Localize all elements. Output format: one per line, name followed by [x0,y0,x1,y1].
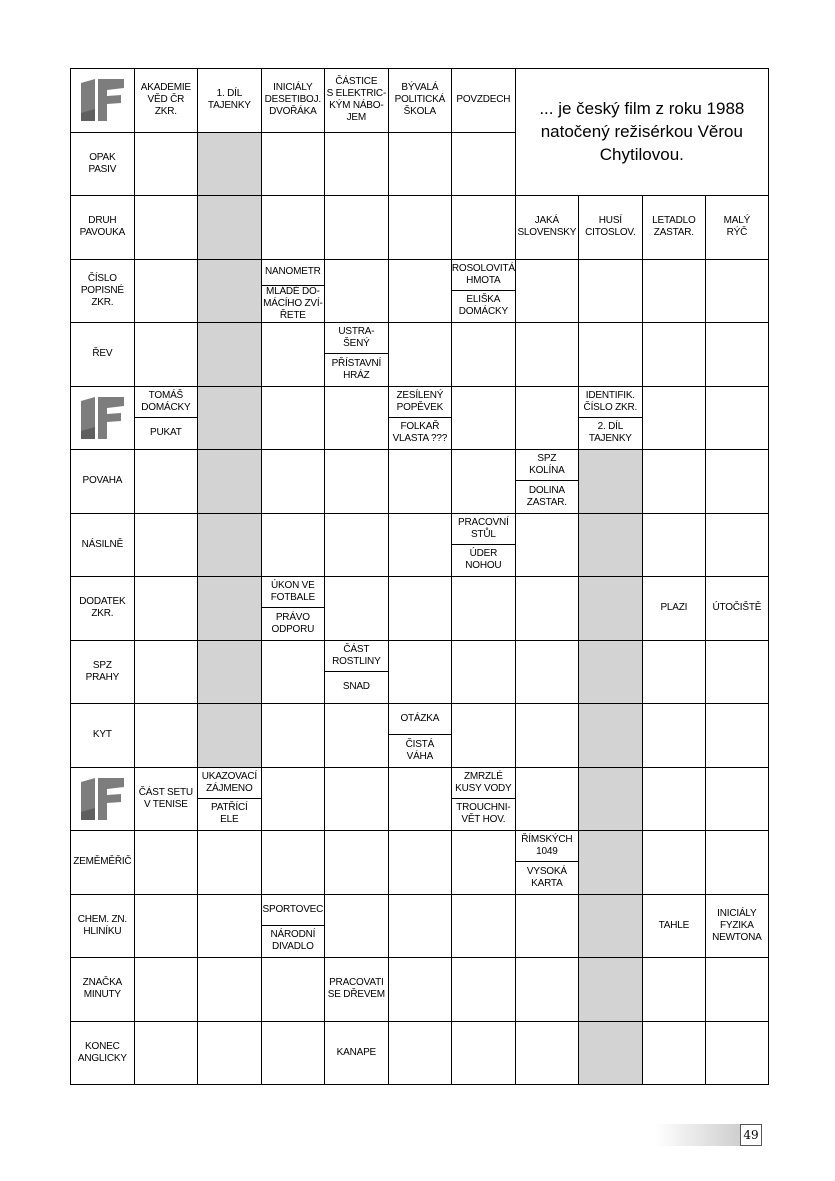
answer-cell[interactable] [451,830,516,895]
answer-cell[interactable] [388,259,452,323]
answer-cell[interactable] [134,894,198,958]
row-clue [70,259,135,323]
clue-text: KONEC ANGLICKY [77,1040,127,1064]
answer-cell[interactable] [388,640,452,704]
clue-top: SPZ KOLÍNA [516,450,578,481]
clue-top: ČÁST ROSTLINY [325,641,388,672]
answer-cell[interactable] [705,830,769,895]
answer-cell[interactable] [134,132,198,196]
grid-cell [261,576,325,641]
answer-cell[interactable] [261,703,325,768]
clue-bottom: MLÁDĚ DO- MÁCÍHO ZVÍ- ŘETE [263,285,323,321]
answer-cell[interactable] [515,259,579,323]
clue-top: USTRA- ŠENÝ [325,323,388,354]
clue-text: INICIÁLY FYZIKA NEWTONA [712,907,762,943]
answer-cell[interactable] [388,576,452,641]
clue-text: BÝVALÁ POLITICKÁ ŠKOLA [394,82,446,118]
clue-bottom: FOLKAŘ VLASTA ??? [392,421,448,445]
grid-cell [451,259,516,323]
clue-text: ČÍSLO POPISNÉ ZKR. [80,272,124,308]
grid-cell [388,703,452,768]
clue-top: UKAZOVACÍ ZÁJMENO [198,768,261,799]
logo-lf-icon [77,393,127,443]
answer-cell[interactable] [705,449,769,514]
clue-text: NÁSILNĚ [81,538,124,550]
title-box [515,68,769,196]
answer-cell[interactable] [324,830,389,895]
clue-text: ÚTOČIŠTĚ [712,602,762,614]
answer-cell[interactable] [388,830,452,895]
clue-bottom: PŘÍSTAVNÍ HRÁZ [331,358,382,382]
answer-cell[interactable] [324,449,389,514]
answer-cell[interactable] [642,322,706,387]
shaded-cell [197,513,262,577]
clue-bottom: NÁRODNÍ DIVADLO [270,929,316,953]
answer-cell[interactable] [261,830,325,895]
answer-cell[interactable] [705,322,769,387]
column-clue [388,68,452,133]
answer-cell[interactable] [261,957,325,1022]
clue-text: CHEM. ZN. HLINÍKU [77,913,127,937]
answer-cell[interactable] [451,703,516,768]
answer-cell[interactable] [642,1021,706,1085]
answer-cell[interactable] [451,894,516,958]
answer-cell[interactable] [705,513,769,577]
answer-cell[interactable] [642,259,706,323]
answer-cell[interactable] [197,957,262,1022]
shaded-cell [578,1021,643,1085]
shaded-cell [197,386,262,450]
answer-cell[interactable] [134,322,198,387]
answer-cell[interactable] [388,1021,452,1085]
shaded-cell [578,513,643,577]
answer-cell[interactable] [134,195,198,260]
answer-cell[interactable] [324,513,389,577]
clue-top: ZESÍLENÝ POPĚVEK [389,387,451,418]
clue-text: TAHLE [658,919,690,931]
grid-cell [451,767,516,831]
clue-text: ČÁST SETU V TENISE [138,786,193,810]
answer-cell[interactable] [261,195,325,260]
shaded-cell [578,830,643,895]
clue-top: SPORTOVEC [262,895,324,926]
row-clue [70,513,135,577]
clue-top: OTÁZKA [389,704,451,735]
answer-cell[interactable] [261,449,325,514]
logo-cell [70,68,135,133]
answer-cell[interactable] [324,894,389,958]
clue-bottom: PRÁVO ODPORU [271,612,315,636]
answer-cell[interactable] [261,1021,325,1085]
answer-cell[interactable] [705,259,769,323]
column-clue [324,68,389,133]
clue-text: INICIÁLY DESETIBOJ. DVOŘÁKA [264,82,322,118]
grid-cell [515,830,579,895]
answer-cell[interactable] [642,957,706,1022]
clue-text: PRACOVATI SE DŘEVEM [327,977,385,1001]
answer-cell[interactable] [324,259,389,323]
clue-bottom: VYSOKÁ KARTA [526,866,567,890]
answer-cell[interactable] [324,703,389,768]
clue-top: TOMÁŠ DOMÁCKY [135,387,197,418]
answer-cell[interactable] [388,513,452,577]
clue-top: ŘÍMSKÝCH 1049 [516,831,578,862]
clue-bottom: SNAD [342,681,370,693]
answer-cell[interactable] [642,640,706,704]
answer-cell[interactable] [705,386,769,450]
clue-top: NANOMETR [262,260,324,286]
grid-cell [134,386,198,450]
clue-text: POVAHA [82,475,123,487]
answer-cell[interactable] [451,386,516,450]
answer-cell[interactable] [388,322,452,387]
clue-text: KYT [92,729,112,741]
column-clue [261,68,325,133]
clue-top: ROSOLOVITÁ HMOTA [452,260,515,291]
answer-cell[interactable] [261,640,325,704]
clue-top: ZMRZLÉ KUSY VODY [452,768,515,799]
clue-text: ZEMĚMĚŘIČ [73,856,132,868]
answer-cell[interactable] [642,703,706,768]
clue-text: 1. DÍL TAJENKY [207,88,251,112]
answer-cell[interactable] [705,1021,769,1085]
clue-text: DRUH PAVOUKA [79,215,126,239]
clue-top: PRACOVNÍ STŮL [452,514,515,545]
row-clue [70,830,135,895]
answer-cell[interactable] [705,767,769,831]
clue-text: HUSÍ CITOSLOV. [585,215,636,239]
answer-cell[interactable] [388,894,452,958]
row-clue [70,576,135,641]
answer-cell[interactable] [261,513,325,577]
grid-cell [642,894,706,958]
answer-cell[interactable] [642,386,706,450]
clue-text: OPAK PASIV [88,151,117,175]
clue-text: LETADLO ZASTAR. [652,215,696,239]
answer-cell[interactable] [134,513,198,577]
answer-cell[interactable] [134,957,198,1022]
clue-top: IDENTIFIK. ČÍSLO ZKR. [579,387,642,418]
grid-cell [578,386,643,450]
answer-cell[interactable] [451,957,516,1022]
page-number: 49 [740,1124,762,1146]
clue-text: ZNAČKA MINUTY [82,977,123,1001]
answer-cell[interactable] [324,576,389,641]
clue-text: ČÁSTICE S ELEKTRIC- KÝM NÁBO- JEM [326,76,387,124]
row-clue [70,132,135,196]
grid-cell [705,195,769,260]
grid-cell [324,957,389,1022]
shaded-cell [578,449,643,514]
answer-cell[interactable] [515,386,579,450]
grid-cell [705,894,769,958]
crossword-grid [70,68,768,1084]
clue-bottom: PUKAT [150,427,182,439]
shaded-cell [197,132,262,196]
answer-cell[interactable] [451,576,516,641]
shaded-cell [197,449,262,514]
puzzle-title: ... je český film z roku 1988 natočený režisérkou Věrou Chytilovou. [539,99,745,164]
answer-cell[interactable] [451,322,516,387]
column-clue [197,68,262,133]
answer-cell[interactable] [388,767,452,831]
answer-cell[interactable] [261,767,325,831]
grid-cell [388,386,452,450]
grid-cell [324,640,389,704]
clue-bottom: PATŘÍCÍ ELE [211,802,248,826]
answer-cell[interactable] [642,449,706,514]
shaded-cell [578,576,643,641]
answer-cell[interactable] [451,449,516,514]
shaded-cell [197,703,262,768]
answer-cell[interactable] [578,259,643,323]
answer-cell[interactable] [261,322,325,387]
grid-cell [451,513,516,577]
grid-cell [261,894,325,958]
grid-cell [515,449,579,514]
clue-bottom: DOLINA ZASTAR. [526,485,567,509]
answer-cell[interactable] [515,767,579,831]
clue-text: POVZDECH [456,94,511,106]
answer-cell[interactable] [261,386,325,450]
column-clue [451,68,516,133]
answer-cell[interactable] [388,449,452,514]
logo-lf-icon [77,774,127,824]
answer-cell[interactable] [324,132,389,196]
shaded-cell [578,640,643,704]
grid-cell [261,259,325,323]
answer-cell[interactable] [642,767,706,831]
grid-cell [324,1021,389,1085]
clue-text: AKADEMIE VĚD ČR ZKR. [140,82,191,118]
answer-cell[interactable] [705,957,769,1022]
answer-cell[interactable] [451,132,516,196]
answer-cell[interactable] [451,1021,516,1085]
clue-text: SPZ PRAHY [85,659,120,683]
answer-cell[interactable] [642,830,706,895]
answer-cell[interactable] [515,703,579,768]
footer-gradient-bar [655,1124,740,1146]
grid-cell [642,576,706,641]
shaded-cell [578,957,643,1022]
row-clue [70,195,135,260]
grid-cell [515,195,579,260]
answer-cell[interactable] [515,576,579,641]
logo-lf-icon [77,75,127,125]
shaded-cell [197,259,262,323]
clue-text: MALÝ RÝČ [723,215,751,239]
grid-cell [197,767,262,831]
answer-cell[interactable] [515,894,579,958]
answer-cell[interactable] [705,640,769,704]
answer-cell[interactable] [578,322,643,387]
clue-text: KANAPE [336,1046,377,1058]
answer-cell[interactable] [388,957,452,1022]
answer-cell[interactable] [134,576,198,641]
grid-cell [642,195,706,260]
clue-bottom: ÚDER NOHOU [465,548,502,572]
answer-cell[interactable] [515,640,579,704]
clue-bottom: ČISTÁ VÁHA [405,739,435,763]
answer-cell[interactable] [261,132,325,196]
clue-bottom: 2. DÍL TAJENKY [588,421,632,445]
answer-cell[interactable] [134,830,198,895]
answer-cell[interactable] [515,513,579,577]
answer-cell[interactable] [451,640,516,704]
row-clue [70,1021,135,1085]
shaded-cell [197,195,262,260]
answer-cell[interactable] [515,322,579,387]
answer-cell[interactable] [324,195,389,260]
clue-text: PLAZI [660,602,688,614]
row-clue [70,894,135,958]
row-clue [70,957,135,1022]
shaded-cell [578,767,643,831]
column-clue [134,68,198,133]
clue-text: JAKÁ SLOVENSKY [517,215,577,239]
answer-cell[interactable] [705,703,769,768]
row-clue [70,703,135,768]
answer-cell[interactable] [134,449,198,514]
grid-cell [578,195,643,260]
answer-cell[interactable] [388,195,452,260]
answer-cell[interactable] [197,894,262,958]
clue-bottom: TROUCHNI- VĚT HOV. [456,802,511,826]
shaded-cell [197,576,262,641]
logo-cell [70,767,135,831]
clue-top: ÚKON VE FOTBALE [262,577,324,608]
shaded-cell [197,322,262,387]
answer-cell[interactable] [515,957,579,1022]
grid-cell [705,576,769,641]
grid-cell [324,322,389,387]
answer-cell[interactable] [515,1021,579,1085]
answer-cell[interactable] [324,386,389,450]
row-clue [70,640,135,704]
clue-text: DODATEK ZKR. [79,596,126,620]
row-clue [70,449,135,514]
grid-cell [134,767,198,831]
clue-bottom: ELIŠKA DOMÁCKY [458,294,508,318]
answer-cell[interactable] [134,259,198,323]
answer-cell[interactable] [197,1021,262,1085]
answer-cell[interactable] [388,132,452,196]
shaded-cell [197,640,262,704]
answer-cell[interactable] [134,1021,198,1085]
shaded-cell [578,894,643,958]
answer-cell[interactable] [451,195,516,260]
answer-cell[interactable] [324,767,389,831]
answer-cell[interactable] [197,830,262,895]
clue-text: ŘEV [92,348,113,360]
answer-cell[interactable] [642,513,706,577]
answer-cell[interactable] [134,640,198,704]
row-clue [70,322,135,387]
logo-cell [70,386,135,450]
answer-cell[interactable] [134,703,198,768]
shaded-cell [578,703,643,768]
